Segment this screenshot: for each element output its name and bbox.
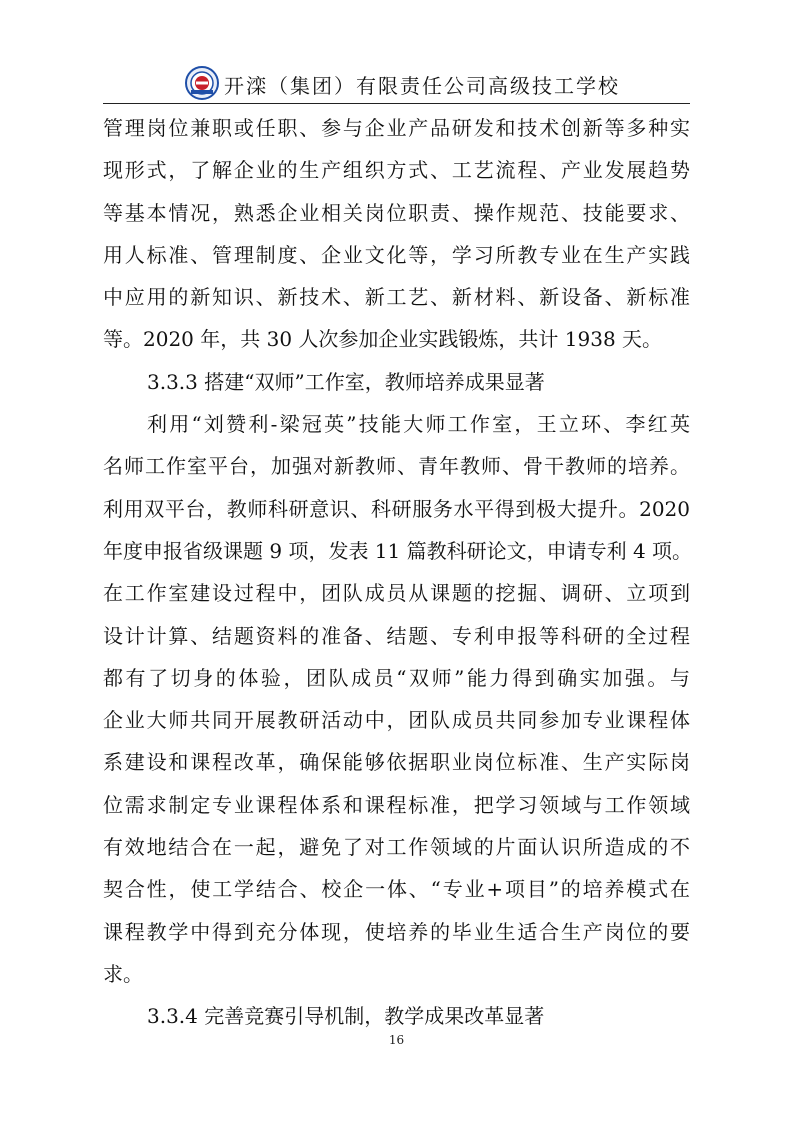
text-line: 设计计算、结题资料的准备、结题、专利申报等科研的全过程	[103, 623, 690, 648]
text-line: 课程教学中得到充分体现，使培养的毕业生适合生产岗位的要	[103, 919, 690, 944]
text-line: 企业大师共同开展教研活动中，团队成员共同参加专业课程体	[103, 708, 690, 733]
page-number: 16	[388, 1033, 405, 1047]
school-emblem-icon	[185, 66, 219, 100]
text-line: 求。	[103, 961, 143, 986]
text-line: 现形式，了解企业的生产组织方式、工艺流程、产业发展趋势	[103, 158, 690, 183]
text-line: 在工作室建设过程中，团队成员从课题的挖掘、调研、立项到	[103, 581, 690, 606]
section-heading-3-3-4: 3.3.4 完善竞赛引导机制，教学成果改革显著	[147, 1004, 545, 1029]
text-line: 管理岗位兼职或任职、参与企业产品研发和技术创新等多种实	[103, 116, 690, 140]
page-header	[0, 64, 793, 104]
section-heading-3-3-3: 3.3.3 搭建“双师”工作室，教师培养成果显著	[147, 369, 545, 394]
text-line: 契合性，使工学结合、校企一体、“专业+项目”的培养模式在	[103, 877, 690, 902]
text-line: 用人标准、管理制度、企业文化等，学习所教专业在生产实践	[103, 242, 690, 267]
text-line: 系建设和课程改革，确保能够依据职业岗位标准、生产实际岗	[103, 750, 690, 775]
text-line: 年度申报省级课题 9 项，发表 11 篇教科研论文，申请专利 4 项。	[103, 538, 693, 563]
header-divider	[103, 103, 690, 104]
text-line: 等。2020 年，共 30 人次参加企业实践锻炼，共计 1938 天。	[103, 327, 663, 352]
header-title: 开滦（集团）有限责任公司高级技工学校	[224, 74, 620, 98]
text-line: 中应用的新知识、新技术、新工艺、新材料、新设备、新标准	[103, 285, 690, 310]
text-line: 利用双平台，教师科研意识、科研服务水平得到极大提升。2020	[103, 496, 690, 521]
text-line: 名师工作室平台，加强对新教师、青年教师、骨干教师的培养。	[103, 454, 690, 479]
text-line: 都有了切身的体验，团队成员“双师”能力得到确实加强。与	[103, 665, 690, 690]
body-text	[103, 107, 693, 1038]
text-line: 等基本情况，熟悉企业相关岗位职责、操作规范、技能要求、	[103, 200, 690, 225]
text-line: 有效地结合在一起，避免了对工作领域的片面认识所造成的不	[103, 835, 690, 860]
text-line: 利用“刘赞利-梁冠英”技能大师工作室，王立环、李红英	[147, 412, 690, 437]
text-line: 位需求制定专业课程体系和课程标准，把学习领域与工作领域	[103, 792, 690, 817]
